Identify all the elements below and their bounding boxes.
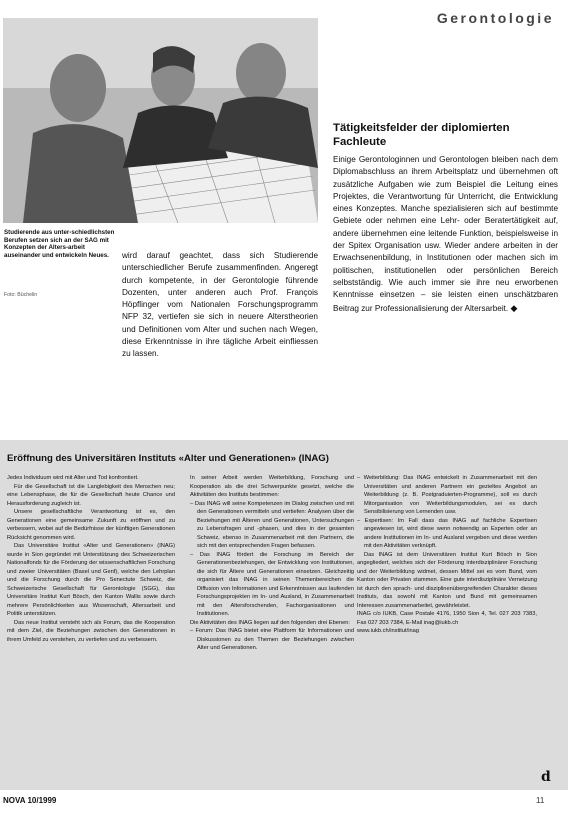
info-box-paragraph: – Das INAG fördert die Forschung im Bereich der Generationenbeziehungen, der Entwicklung von Institutionen, die sich für Ältere und Generationen einsetzen. Gleichzeitig organisiert das INAG in seinen Themenbereichen die Diffusion von Informationen und Erkenntnissen aus laufenden Forschungsprojekten im In- und Ausland, in Zusammenarbeit mit den Altersforschenden, Fachorganisationen und Institutionen. [190, 551, 354, 617]
info-box-paragraph: Für die Gesellschaft ist die Langlebigkeit des Menschen neu; eine Lebensphase, die für die Gesellschaft heute Chance und Herausforderung zugleich ist. [7, 483, 175, 507]
info-box-paragraph: Unsere gesellschaftliche Verantwortung ist es, den Generationen eine gemeinsame Zukunft zu eröffnen und zu verbessern, wobei auf die Bedürfnisse der künftigen Generationen Rücksicht genommen wird. [7, 509, 175, 541]
right-paragraph: Einige Gerontologinnen und Gerontologen bleiben nach dem Diplomabschluss an ihrem Arbeitsplatz und übernehmen oft zusätzliche Aufgaben wie zum Beispiel die Leitung eines Projektes, die Verantwortung für Unterricht, die Entwicklung eines Konzeptes. Manche spezialisieren sich auf bestimmte Gebiete oder nehmen eine Lehr- oder Beratertätigkeit auf, andere übernehmen eine leitende Funktion, beispielsweise in der Spitex Organisation usw. Wieder andere arbeiten in der Erwachsenenbildung, in Institutionen oder machen sich im politischen, institutionellen oder persönlichen Bereich selbstständig. Wie auch immer sie ihre neu erworbenen Kenntnisse einsetzen – sie leisten einen unschätzbaren Beitrag zur Professionalisierung der Altersarbeit. [333, 155, 558, 313]
info-box-column-1 [7, 474, 175, 644]
info-box-paragraph: Das neue Institut versteht sich als Forum, das die Kooperation mit dem Ziel, die Beziehungen zwischen den Generationen in ihrem Umfeld zu verstehen, zu vertiefen und zu verbessern. [7, 619, 175, 643]
corner-mark: d [541, 769, 551, 785]
subheading: Tätigkeitsfelder der diplomierten Fachleute [333, 122, 510, 148]
info-box-paragraph: INAG c/o IUKB, Case Postale 4176, 1950 Sion 4, Tel. 027 203 7383, Fax 027 203 7384, E-Mail inag@iukb.ch [357, 611, 537, 626]
info-box-title: Eröffnung des Universitären Instituts «Alter und Generationen» (INAG) [7, 453, 329, 464]
end-of-article-mark: ◆ [510, 302, 518, 313]
info-box-paragraph: Die Aktivitäten des INAG liegen auf den folgenden drei Ebenen: [190, 619, 350, 626]
info-box-paragraph: – Forum: Das INAG bietet eine Plattform für Informationen und Diskussionen zu den Themen der Beziehungen zwischen Alter und Generationen. [190, 628, 354, 651]
photo-credit: Foto: Büchelin [4, 292, 38, 298]
section-header: Gerontologie [436, 10, 554, 26]
info-box-paragraph: www.iukb.ch/institut/inag [357, 628, 419, 634]
info-box-paragraph: Das INAG ist dem Universitären Institut Kurt Bösch in Sion angegliedert, welches sich der Förderung interdisziplinärer Forschung und der Weiterbildung widmet, dessen Mittel sei es vom Bund, vom Kanton oder Privaten stammen. Eine gute interdisziplinäre Vernetzung ist durch den sprach- und disziplinenübergreifenden Charakter dieses Instituts, das sowohl mit Kanton und Bund mit gemeinsamen Interessen zusammenarbeitet, gewährleistet. [357, 551, 537, 609]
magazine-issue: NOVA 10/1999 [3, 796, 57, 805]
info-box-column-2 [190, 474, 354, 653]
info-box-paragraph: In seiner Arbeit werden Weiterbildung, Forschung und Kooperation als die drei Schwerpunkte gesetzt, welche die Aktivitäten des Instituts bestimmen: [190, 475, 354, 498]
article-text-right [333, 154, 558, 315]
info-box-paragraph: Das Universitäre Institut «Alter und Generationen» (INAG) wurde in Sion gegründet mit Unterstützung des Schweizerischen Nationalfonds für die Förderung der wissenschaftlichen Forschung und zweier Universitäten (Basel und Genf), welche den Lehrplan und die Forschung durch die Pro Senectute Schweiz, die Schweizerische Gesellschaft für Gerontologie (SGG), das Universitäre Institut Kurt Bösch, den Kanton Wallis sowie durch mehrere Persönlichkeiten aus Wissenschaft, Altersarbeit und Politik unterstützen. [7, 543, 175, 617]
photo [3, 18, 318, 223]
photo-caption: Studierende aus unter-schiedlichsten Berufen setzen sich an der SAG mit Konzepten der Alters-arbeit auseinander und entwickeln Neues. [4, 229, 115, 259]
page-number: 11 [536, 796, 545, 805]
info-box-paragraph: Jedes Individuum wird mit Alter und Tod konfrontiert. [7, 475, 139, 481]
info-box-paragraph: – Weiterbildung: Das INAG entwickelt in Zusammenarbeit mit den Universitäten und anderen Partnern ein gezieltes Angebot an Weiterbildung (z. B. Postgraduierten-Programme), soll es durch Mitorganisation von Weiterbildungsmodulen, sei es durch Sensibilisierung von Lernenden usw. [357, 475, 537, 515]
info-box-paragraph: – Expertisen: Im Fall dass das INAG auf fachliche Expertisen angewiesen ist, wird diese wenn notwendig an Experten oder an andere Institutionen im In- und Ausland vergeben und diese werden mit den Aktivitäten verknüpft. [357, 517, 537, 549]
article-text-continued: wird darauf geachtet, dass sich Studierende unterschiedlicher Berufe zusammenfinden. Angeregt durch kompetente, in der Gerontologie führende Dozenten, unter anderen auch Prof. François Höpflinger vom Nationalen Forschungsprogramm NFP 32, vertiefen sie sich in neuere Alterstheorien und Definitionen vom Alter und suchen nach Wegen, diese Erkenntnisse in ihre tägliche Arbeit einfliessen zu lassen. [122, 251, 318, 359]
photo-illustration [3, 18, 318, 223]
info-box-paragraph: – Das INAG will seine Kompetenzen im Dialog zwischen und mit den Generationen vermitteln und vertiefen: Analysen über die Beziehungen mit Älteren und Generationen, Untersuchungen zu Lebensfragen und -phasen, und dies in der gesamten Schweiz, ebenso in Zusammenarbeit mit den Partnern, die sich mit den entsprechenden Fragen befassen. [190, 500, 354, 549]
info-box-column-3 [357, 474, 537, 636]
